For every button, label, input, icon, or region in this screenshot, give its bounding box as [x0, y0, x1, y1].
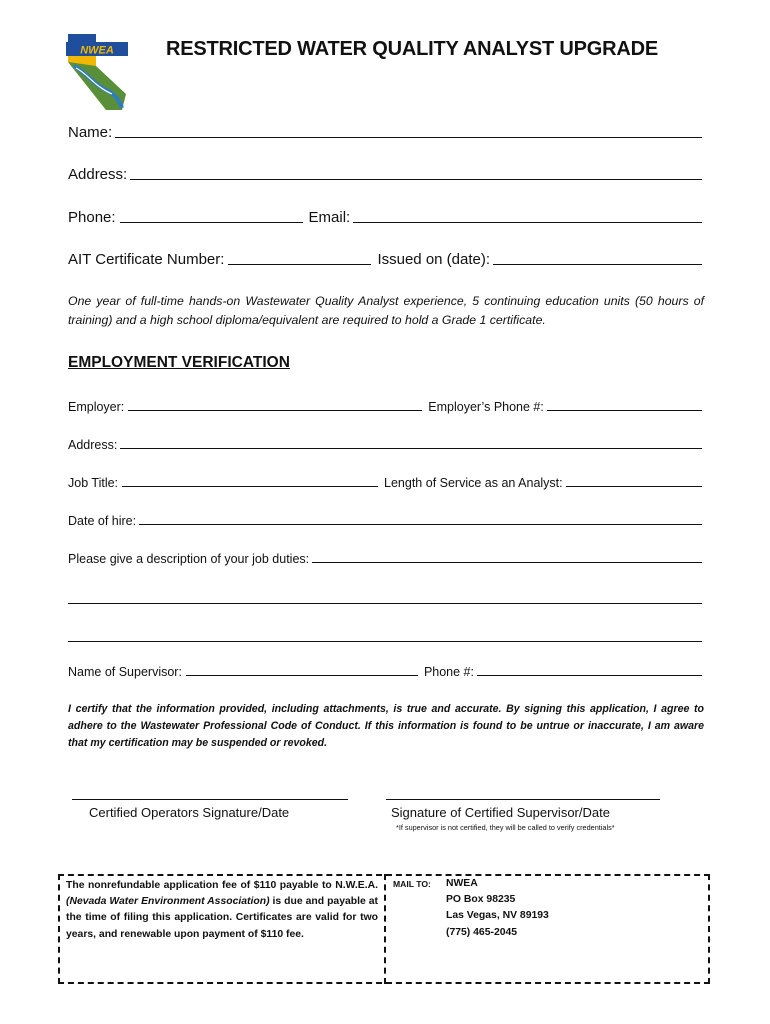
name-field[interactable] — [115, 136, 702, 138]
supervisor-phone-label: Phone #: — [423, 665, 474, 679]
fee-text-association: (Nevada Water Environment Association) — [66, 896, 270, 908]
supervisor-name-field[interactable] — [186, 674, 418, 676]
mail-phone: (775) 465-2045 — [446, 926, 518, 938]
ait-row — [68, 251, 702, 268]
job-duties-label: Please give a description of your job duties: — [68, 552, 310, 566]
email-field[interactable] — [353, 221, 702, 223]
fee-text-part-1: The nonrefundable application fee of $110 payable to N.W.E.A. — [66, 880, 378, 891]
mailing-address — [446, 876, 549, 941]
job-title-label: Job Title: — [68, 476, 119, 490]
mail-name: NWEA — [446, 878, 478, 889]
employment-heading: EMPLOYMENT VERIFICATION — [68, 354, 290, 371]
phone-field[interactable] — [120, 221, 303, 223]
hire-date-row — [68, 514, 702, 528]
employer-address-row — [68, 438, 702, 452]
supervisor-name-label: Name of Supervisor: — [68, 665, 182, 679]
employer-row — [68, 400, 702, 414]
mail-to-label: MAIL TO: — [393, 879, 431, 889]
length-of-service-label: Length of Service as an Analyst: — [384, 476, 563, 490]
logo-text: NWEA — [80, 44, 114, 57]
ait-certificate-field[interactable] — [228, 263, 371, 265]
contact-row — [68, 209, 702, 226]
employer-address-field[interactable] — [120, 447, 702, 449]
fee-text-part-3: is due and payable at the time of filing this application. Certificates are valid for two years, and renewable upon payment of $110 fee. — [66, 896, 378, 940]
job-title-field[interactable] — [122, 485, 378, 487]
requirements-note: One year of full-time hands-on Wastewater Quality Analyst experience, 5 continuing education units (50 hours of training) and a high school diploma/equivalent are required to hold a Grade 1 certificate. — [68, 294, 704, 327]
page-title: RESTRICTED WATER QUALITY ANALYST UPGRADE — [166, 38, 659, 60]
hire-date-label: Date of hire: — [68, 514, 137, 528]
address-row — [68, 166, 702, 183]
employer-phone-field[interactable] — [547, 409, 702, 411]
employer-label: Employer: — [68, 400, 125, 414]
employer-phone-label: Employer’s Phone #: — [428, 400, 544, 414]
email-label: Email: — [308, 209, 351, 226]
job-duties-field[interactable] — [312, 561, 702, 563]
certification-statement: I certify that the information provided, including attachments, is true and accurate. By signing this application, I agree to adhere to the Wastewater Professional Code of Conduct. If this information is found to be untrue or inaccurate, I am aware that my certification may be suspended or revoked. — [68, 703, 704, 749]
operator-signature-field[interactable] — [72, 799, 348, 800]
employer-address-label: Address: — [68, 438, 118, 452]
supervisor-signature-field[interactable] — [386, 799, 660, 800]
ait-certificate-label: AIT Certificate Number: — [68, 251, 225, 268]
supervisor-signature-label: Signature of Certified Supervisor/Date — [391, 805, 610, 820]
fee-text — [66, 878, 378, 943]
employer-field[interactable] — [128, 409, 422, 411]
supervisor-phone-field[interactable] — [477, 674, 702, 676]
mail-city: Las Vegas, NV 89193 — [446, 910, 549, 922]
phone-label: Phone: — [68, 209, 116, 226]
name-row — [68, 124, 702, 141]
hire-date-field[interactable] — [139, 523, 702, 525]
length-of-service-field[interactable] — [566, 485, 702, 487]
issued-date-field[interactable] — [493, 263, 702, 265]
issued-date-label: Issued on (date): — [377, 251, 491, 268]
address-field[interactable] — [130, 178, 702, 180]
supervisor-row — [68, 665, 702, 679]
name-label: Name: — [68, 124, 113, 141]
fee-box-divider — [384, 874, 386, 984]
mail-po-box: PO Box 98235 — [446, 894, 516, 906]
job-duties-line-3[interactable] — [68, 641, 702, 642]
job-duties-row — [68, 552, 702, 566]
supervisor-note: *If supervisor is not certified, they will be called to verify credentials* — [396, 823, 615, 832]
address-label: Address: — [68, 166, 128, 183]
job-duties-line-2[interactable] — [68, 603, 702, 604]
operator-signature-label: Certified Operators Signature/Date — [89, 805, 290, 820]
job-title-row — [68, 476, 702, 490]
nwea-logo-icon — [66, 32, 128, 112]
